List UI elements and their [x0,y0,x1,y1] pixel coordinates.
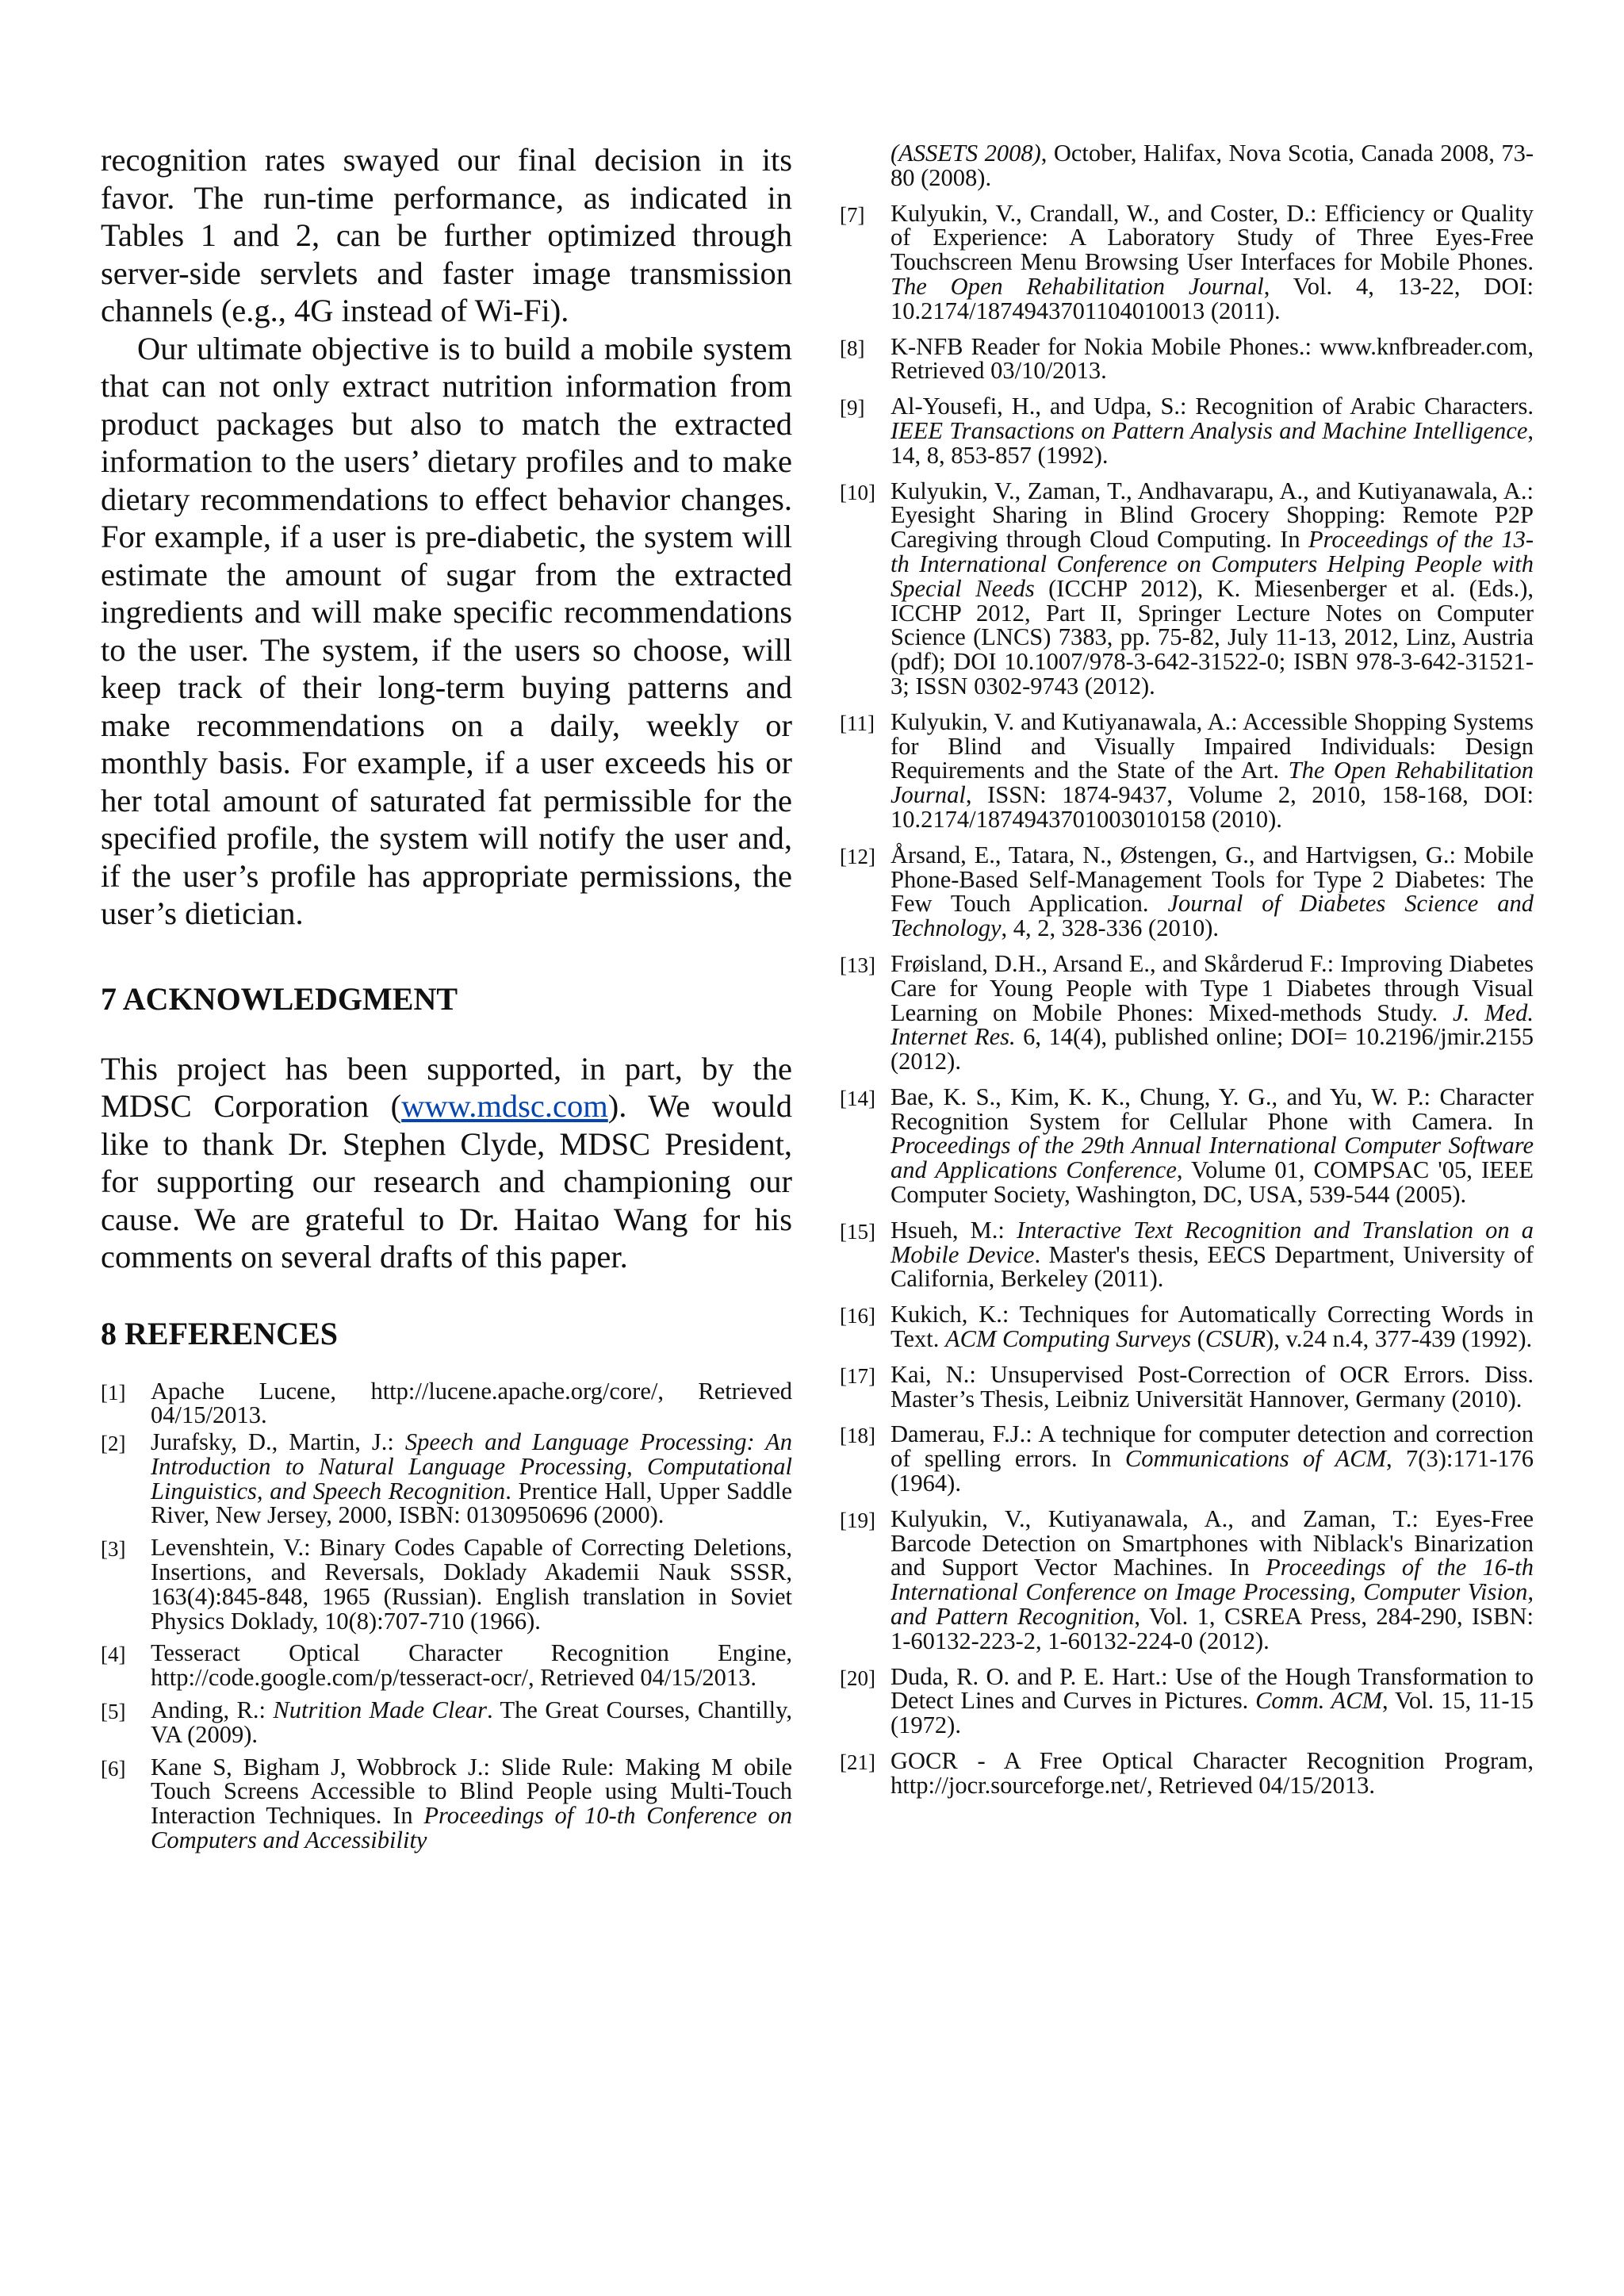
reference-item: [20] Duda, R. O. and P. E. Hart.: Use of the Hough Transformation to Detect Lines and Curves in Pictures. Comm. ACM, Vol. 15, 11-15 (1972). [840,1662,1534,1739]
reference-item: [14] Bae, K. S., Kim, K. K., Chung, Y. G., and Yu, W. P.: Character Recognition System for Cellular Phone with Camera. In Proceedings of the 29th Annual International Computer Software and Applications Conference, Volume 01, COMPSAC '05, IEEE Computer Society, Washington, DC, USA, 539-544 (2005). [840,1083,1534,1209]
acknowledgment-paragraph: This project has been supported, in part, by the MDSC Corporation (www.mdsc.com). We would like to thank Dr. Stephen Clyde, MDSC President, for supporting our research and championing our cause. We are grateful to Dr. Haitao Wang for his comments on several drafts of this paper. [101,1050,792,1274]
references-heading: 8 REFERENCES [101,1315,338,1351]
reference-item: [12] Årsand, E., Tatara, N., Østengen, G., and Hartvigsen, G.: Mobile Phone-Based Self-Management Tools for Type 2 Diabetes: The Few Touch Application. Journal of Diabetes Science and Technology, 4, 2, 328-336 (2010). [840,841,1534,942]
mdsc-link[interactable]: www.mdsc.com [401,1088,608,1124]
reference-item: [3] Levenshtein, V.: Binary Codes Capable of Correcting Deletions, Insertions, and Reversals, Doklady Akademii Nauk SSSR, 163(4):845-848, 1965 (Russian). English translation in Soviet Physics Doklady, 10(8):707-710 (1966). [101,1534,792,1635]
left-column [101,141,792,1853]
reference-item: [17] Kai, N.: Unsupervised Post-Correction of OCR Errors. Diss. Master’s Thesis, Leibniz Universität Hannover, Germany (2010). [840,1360,1534,1412]
body-paragraph: recognition rates swayed our final decision in its favor. The run-time performance, as indicated in Tables 1 and 2, can be further optimized through server-side servlets and faster image transmission channels (e.g., 4G instead of Wi-Fi). [101,142,792,328]
reference-item: [15] Hsueh, M.: Interactive Text Recognition and Translation on a Mobile Device. Master's thesis, EECS Department, University of California, Berkeley (2011). [840,1216,1534,1293]
reference-item-continued: (ASSETS 2008), October, Halifax, Nova Scotia, Canada 2008, 73-80 (2008). [891,140,1534,191]
right-column [840,141,1534,1798]
reference-item: [5] Anding, R.: Nutrition Made Clear. The Great Courses, Chantilly, VA (2009). [101,1696,792,1748]
reference-item: [19] Kulyukin, V., Kutiyanawala, A., and Zaman, T.: Eyes-Free Barcode Detection on Smartphones with Niblack's Binarization and Support Vector Machines. In Proceedings of the 16-th International Conference on Image Processing, Computer Vision, and Pattern Recognition, Vol. 1, CSREA Press, 284-290, ISBN: 1-60132-223-2, 1-60132-224-0 (2012). [840,1504,1534,1654]
body-paragraph: Our ultimate objective is to build a mobile system that can not only extract nutrition information from product packages but also to match the extracted information to the users’ dietary profiles and to make dietary recommendations to effect behavior changes. For example, if a user is pre-diabetic, the system will estimate the amount of sugar from the extracted ingredients and will make specific recommendations to the user. The system, if the users so choose, will keep track of their long-term buying patterns and make recommendations on a daily, weekly or monthly basis. For example, if a user exceeds his or her total amount of saturated fat permissible for the specified profile, the system will notify the user and, if the user’s profile has appropriate permissions, the user’s dietician. [101,330,792,931]
reference-item: [4] Tesseract Optical Character Recognition Engine, http://code.google.com/p/tesseract-ocr/, Retrieved 04/15/2013. [101,1639,792,1692]
reference-item: [11] Kulyukin, V. and Kutiyanawala, A.: Accessible Shopping Systems for Blind and Visually Impaired Individuals: Design Requirements and the State of the Art. The Open Rehabilitation Journal, ISSN: 1874-9437, Volume 2, 2010, 158-168, DOI: 10.2174/1874943701003010158 (2010). [840,707,1534,833]
reference-item: [16] Kukich, K.: Techniques for Automatically Correcting Words in Text. ACM Computing Surveys (CSUR), v.24 n.4, 377-439 (1992). [840,1301,1534,1353]
reference-item: [1] Apache Lucene, http://lucene.apache.org/core/, Retrieved 04/15/2013. [101,1377,792,1429]
reference-item: [13] Frøisland, D.H., Arsand E., and Skårderud F.: Improving Diabetes Care for Young People with Type 1 Diabetes through Visual Learning on Mobile Phones: Mixed-methods Study. J. Med. Internet Res. 6, 14(4), published online; DOI= 10.2196/jmir.2155 (2012). [840,949,1534,1075]
reference-item: [2] Jurafsky, D., Martin, J.: Speech and Language Processing: An Introduction to Natural Language Processing, Computational Linguistics, and Speech Recognition. Prentice Hall, Upper Saddle River, New Jersey, 2000, ISBN: 0130950696 (2000). [101,1428,793,1529]
reference-item: [6] Kane S, Bigham J, Wobbrock J.: Slide Rule: Making M obile Touch Screens Accessible to Blind People using Multi-Touch Interaction Techniques. In Proceedings of 10-th Conference on Computers and Accessibility [101,1753,792,1854]
reference-item: [8] K-NFB Reader for Nokia Mobile Phones.: www.knfbreader.com, Retrieved 03/10/2013. [840,332,1534,385]
reference-item: [10] Kulyukin, V., Zaman, T., Andhavarapu, A., and Kutiyanawala, A.: Eyesight Sharing in Blind Grocery Shopping: Remote P2P Caregiving through Cloud Computing. In Proceedings of the 13-th International Conference on Computers Helping People with Special Needs (ICCHP 2012), K. Miesenberger et al. (Eds.), ICCHP 2012, Part II, Springer Lecture Notes on Computer Science (LNCS) 7383, pp. 75-82, July 11-13, 2012, Linz, Austria (pdf); DOI 10.1007/978-3-642-31522-0; ISBN 978-3-642-31521-3; ISSN 0302-9743 (2012). [840,477,1534,700]
acknowledgment-heading: 7 ACKNOWLEDGMENT [101,980,458,1017]
reference-item: [21] GOCR - A Free Optical Character Recognition Program, http://jocr.sourceforge.net/, Retrieved 04/15/2013. [840,1747,1534,1799]
reference-item: [18] Damerau, F.J.: A technique for computer detection and correction of spelling errors. In Communications of ACM, 7(3):171-176 (1964). [840,1420,1534,1497]
reference-list-left [101,1379,792,1853]
reference-item: [9] Al-Yousefi, H., and Udpa, S.: Recognition of Arabic Characters. IEEE Transactions on Pattern Analysis and Machine Intelligence, 14, 8, 853-857 (1992). [840,393,1534,469]
reference-item: [7] Kulyukin, V., Crandall, W., and Coster, D.: Efficiency or Quality of Experience: A Laboratory Study of Three Eyes-Free Touchscreen Menu Browsing User Interfaces for Mobile Phones. The Open Rehabilitation Journal, Vol. 4, 13-22, DOI: 10.2174/1874943701104010013 (2011). [840,199,1534,324]
